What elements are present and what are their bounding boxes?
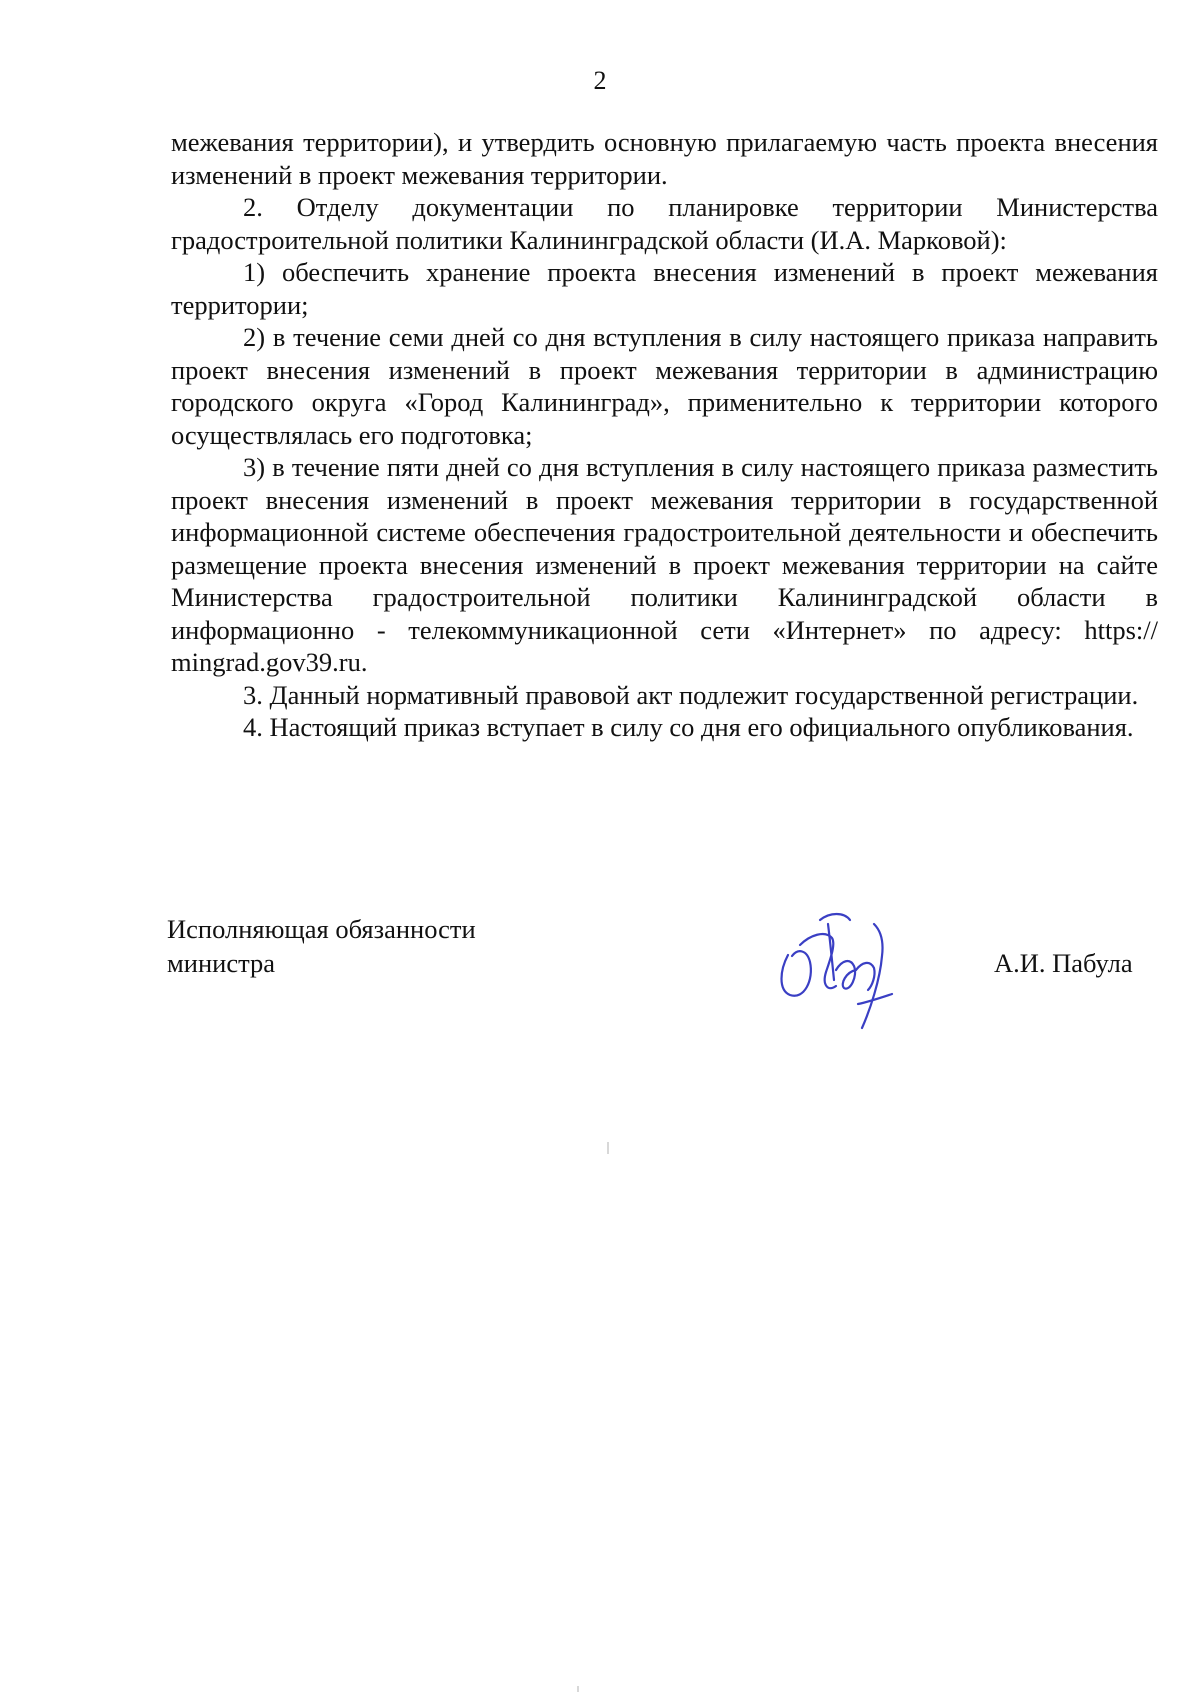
paragraph-subitem-1: 1) обеспечить хранение проекта внесения изменений в проект межевания территории; — [171, 257, 1158, 320]
scan-speck — [577, 1686, 579, 1692]
page-number: 2 — [593, 66, 607, 95]
signer-position — [167, 912, 476, 980]
signer-name: А.И. Пабула — [994, 948, 1133, 978]
paragraph-subitem-2: 2) в течение семи дней со дня вступления в силу настоящего приказа направить проект внесения изменений в проект межевания территории в администрацию городского округа «Город Калининград», применительно к территории которого осуществлялась его подготовка; — [171, 322, 1158, 450]
paragraph-subitem-3: 3) в течение пяти дней со дня вступления в силу настоящего приказа разместить проект внесения изменений в проект межевания территории в государственной информационной системе обеспечения градостроительной деятельности и обеспечить размещение проекта внесения изменений в проект межевания территории на сайте Министерства градостроительной политики Калининградской области в информационно - телекоммуникационной сети «Интернет» по адресу: https:// mingrad.gov39.ru. — [171, 452, 1158, 677]
handwritten-signature — [770, 900, 900, 1030]
paragraph-item-3: 3. Данный нормативный правовой акт подлежит государственной регистрации. — [243, 679, 1139, 710]
signer-position-line2: министра — [167, 948, 275, 978]
signer-position-line1: Исполняющая обязанности — [167, 914, 476, 944]
paragraph-item-2: 2. Отделу документации по планировке территории Министерства градостроительной политики Калининградской области (И.А. Марковой): — [171, 192, 1158, 255]
scan-speck — [607, 1142, 609, 1154]
document-body — [171, 126, 1158, 744]
paragraph-item-4: 4. Настоящий приказ вступает в силу со дня его официального опубликования. — [243, 712, 1134, 742]
paragraph-continuation: межевания территории), и утвердить основную прилагаемую часть проекта внесения изменений в проект межевания территории. — [171, 127, 1158, 190]
